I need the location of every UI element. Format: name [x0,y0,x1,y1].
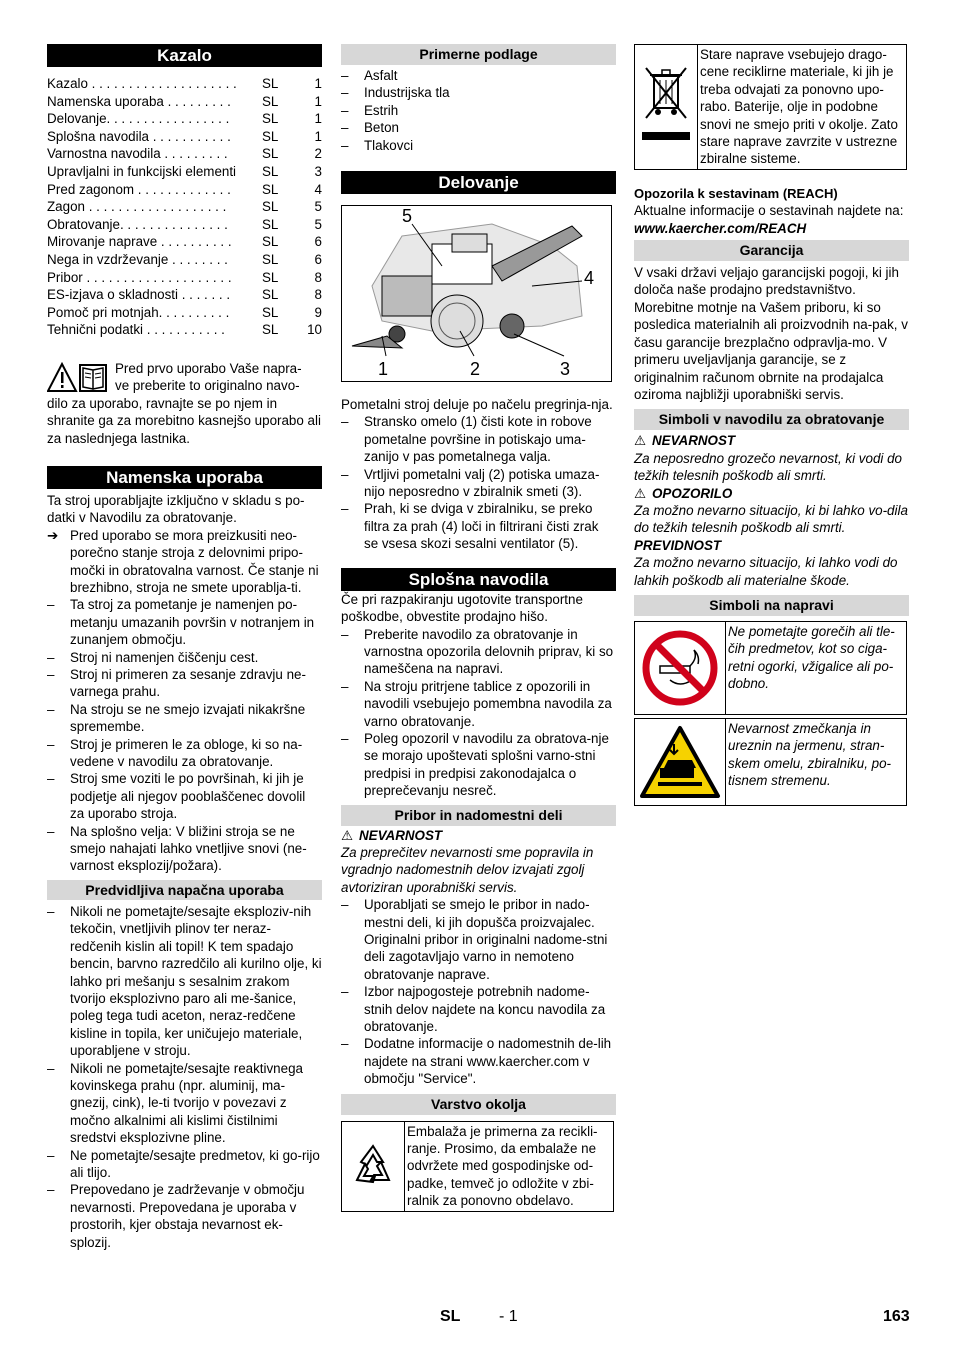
warranty-text: V vsaki državi veljajo garancijski pogoji, ki jih določa naše prodajno predstavništvo. Morebitne motnje na Vašem priboru, ki so posledica materialnih ali proizvodnih na-pak, v času garancije brezplačno odpravlja-mo. V primeru uveljavljanja garancije, se z originalnim računom obrnite na prodajalca oziroma najbližji uporabniški servis. [634,265,908,402]
toc-entry-lang: SL [262,76,279,91]
read-manual-icon [47,362,109,394]
manual-symbols-heading: Simboli v navodilu za obratovanje [634,409,909,430]
danger-text: Za neposredno grozečo nevarnost, ki vodi do težkih telesnih poškodb ali smrti. [634,450,902,484]
toc-entry-lang: SL [262,199,279,215]
toc-row[interactable] [47,181,322,199]
reach-heading: Opozorila k sestavinam (REACH) [634,185,838,201]
toc-entry-lang: SL [262,181,279,197]
list-item: – Vrtljivi pometalni valj (2) potiska umaza-nijo neposredno v zbiralnik smeti (3). [341,466,616,501]
warranty-heading: Garancija [634,240,909,261]
toc-entry-page: 5 [314,199,322,215]
function-text: Pometalni stroj deluje po načelu pregrinja-nja. [341,397,613,413]
environment-heading: Varstvo okolja [341,1094,616,1115]
parts-heading: Pribor in nadomestni deli [341,805,616,826]
toc-entry-lang: SL [262,93,279,109]
reach-link[interactable]: www.kaercher.com/REACH [634,220,807,236]
toc-entry-lang: SL [262,111,279,127]
intended-use-text: Ta stroj uporabljajte izključno v skladu s po-datki v Navodilu za obratovanje. [47,492,305,526]
list-item: – Stroj ni namenjen čiščenju cest. [47,649,322,666]
toc-row[interactable] [47,163,322,181]
list-item: – Estrih [341,102,616,119]
column-3 [634,44,909,806]
toc-row[interactable] [47,321,322,339]
list-item: – Uporabljati se smejo le pribor in nado-mestni deli, ki jih dopušča proizvajalec. Originalni pribor in originalni nadome-stni deli zagotavljajo varno in nemoteno obratovanje naprave. [341,896,616,983]
caution-text: Za možno nevarno situacijo, ki lahko vodi do lahkih poškodb ali materialne škode. [634,555,898,588]
recycling-text: Embalaža je primerna za recikli-ranje. Prosimo, da embalaže ne odvržete med gospodinjske od-padke, temveč jo odložite v zbi-ralnik za ponovno obdelavo. [407,1123,598,1209]
caution-title: PREVIDNOST [634,537,722,553]
sweeper-figure [341,205,612,382]
toc-row[interactable] [47,145,322,163]
column-1 [47,44,322,1251]
warning-triangle-icon: ⚠ [634,433,647,449]
toc-entry-page: 6 [314,251,322,267]
general-list [341,626,616,800]
weee-text: Stare naprave vsebujejo drago-cene reciklirne materiale, ki jih je treba odvajati za ponovno upo-rabo. Baterije, olje in podobne snovi ne smejo priti v okolje. Zato stare naprave zavrzite v ustrezne zbiralne sisteme. [700,47,898,167]
toc-entry-lang: SL [262,234,279,250]
arrow-right-icon: ➔ [47,527,59,543]
table-of-contents [47,75,322,339]
toc-entry-title: Delovanje. . . . . . . . . . . . . . . . . [47,111,230,127]
list-item: – Poleg opozoril v navodilu za obratova-nje se morajo upoštevati splošni varno-stni predpisi in predpisi zakonodajalca o preprečevanju nesreč. [341,730,616,800]
toc-entry-title: Splošna navodila . . . . . . . . . . . [47,128,231,144]
list-item: – Na stroju pritrjene tablice z opozorili in navodili vsebujejo pomembna navodila za varno obratovanje. [341,678,616,730]
toc-entry-page: 8 [314,269,322,285]
warning-title: ⚠ OPOZORILO [634,485,733,501]
device-symbols-heading: Simboli na napravi [634,595,909,616]
toc-entry-title: ES-izjava o skladnosti . . . . . . . [47,287,231,303]
toc-row[interactable] [47,93,322,111]
danger-title: ⚠ NEVARNOST [634,433,736,449]
footer-page-number: 163 [883,1308,910,1325]
toc-entry-title: Pomoč pri motnjah. . . . . . . . . . [47,304,230,320]
list-item: – Prepovedano je zadrževanje v območju nevarnosti. Prepovedana je uporaba v prostorih, kjer obstaja nevarnost ek-splozij. [47,1181,322,1251]
figure-label-4: 4 [584,268,595,289]
toc-heading: Kazalo [47,44,322,67]
list-item: – Nikoli ne pometajte/sesajte reaktivnega kovinskega prahu (npr. aluminij, ma-gnezij, cink), le-ti tvorijo v povezavi z močno alkalnimi ali kislimi čistilnimi sredstvi eksplozivne pline. [47,1060,322,1147]
warning-triangle-icon: ⚠ [341,827,354,843]
toc-entry-lang: SL [262,128,279,144]
manual-symbols [634,432,909,589]
toc-row[interactable] [47,251,322,269]
toc-row[interactable] [47,304,322,322]
toc-entry-lang: SL [262,146,279,162]
list-item: – Tlakovci [341,137,616,154]
no-burning-objects-box [634,621,907,715]
recycling-icon [342,1122,405,1211]
list-item: – Industrijska tla [341,84,616,101]
toc-entry-page: 3 [314,163,322,179]
intended-use-heading: Namenska uporaba [47,466,322,489]
toc-entry-page: 8 [314,287,322,303]
list-item: – Na splošno velja: V bližini stroja se ne smejo nahajati lahko vnetljive snovi (ne-varnost eksplozij/požara). [47,823,322,875]
toc-entry-title: Pribor . . . . . . . . . . . . . . . . . . . . [47,269,232,285]
toc-entry-page: 4 [314,181,322,197]
intro-block [47,360,322,447]
toc-entry-lang: SL [262,287,279,303]
toc-entry-lang: SL [262,269,279,285]
toc-entry-page: 1 [314,76,322,91]
toc-entry-page: 1 [314,93,322,109]
toc-entry-title: Namenska uporaba . . . . . . . . . [47,93,231,109]
crush-hazard-icon [635,719,726,805]
parts-warning-text: Za preprečitev nevarnosti sme popravila in vgradnjo nadomestnih delov izvajati zgolj avtoriziran uporabniški servis. [341,844,594,895]
crossed-bin-icon [635,45,698,169]
figure-label-2: 2 [470,359,481,380]
list-item: – Stroj ni primeren za sesanje zdravju ne-varnega prahu. [47,666,322,701]
general-text: Če pri razpakiranju ugotovite transportne poškodbe, obvestite prodajno hišo. [341,591,583,625]
toc-entry-lang: SL [262,304,279,320]
general-heading: Splošna navodila [341,568,616,591]
toc-entry-page: 1 [314,111,322,127]
crush-hazard-text: Nevarnost zmečkanja in ureznin na jermenu, stran-skem omelu, zbiralniku, po-tisnem stremenu. [728,720,891,789]
list-item: – Izbor najpogosteje potrebnih nadome-stnih delov najdete na koncu navodila za obratovanje. [341,983,616,1035]
toc-row[interactable] [47,269,322,287]
toc-entry-lang: SL [262,322,279,338]
toc-entry-page: 5 [314,216,322,232]
function-heading: Delovanje [341,171,616,194]
toc-entry-title: Mirovanje naprave . . . . . . . . . . [47,234,232,250]
list-item: – Beton [341,119,616,136]
toc-row[interactable] [47,75,322,93]
toc-entry-title: Tehnični podatki . . . . . . . . . . . [47,322,225,338]
misuse-list [47,903,322,1251]
list-item: – Nikoli ne pometajte/sesajte eksploziv-nih tekočin, vnetljivih plinov ter neraz-redčenih kislin ali topil! K tem spadajo bencin, barvno razredčilo ali kurilno olje, ki lahko pri mešanju s sesalnim zrakom tvorijo eksplozivno paro ali me-šanice, poleg tega tudi aceton, neraz-redčene kisline in topila, ker uničujejo materiale, uporabljene v stroju. [47,903,322,1060]
toc-entry-title: Varnostna navodila . . . . . . . . . [47,146,228,162]
list-item: – Stroj sme voziti le po površinah, ki jih je podjetje ali njegov pooblaščenec dovolil za uporabo stroja. [47,770,322,822]
toc-entry-page: 6 [314,234,322,250]
warning-triangle-icon: ⚠ [634,485,647,501]
toc-entry-lang: SL [262,163,279,179]
function-list [341,413,616,552]
toc-entry-title: Nega in vzdrževanje . . . . . . . . [47,251,228,267]
intro-text: dilo za uporabo, ravnajte se po njem in shranite ga za morebitno kasnejšo uporabo ali za naslednjega lastnika. [47,395,321,446]
no-burning-objects-text: Ne pometajte gorečih ali tle-čih predmetov, kot so ciga-retni ogorki, vžigalice ali po-dobno. [728,623,895,692]
sweeper-illustration [342,206,611,381]
toc-entry-page: 2 [314,146,322,162]
toc-row[interactable] [47,233,322,251]
toc-entry-title: Obratovanje. . . . . . . . . . . . . . . [47,216,228,232]
toc-row[interactable] [47,216,322,234]
list-item: – Dodatne informacije o nadomestnih de-lih najdete na strani www.kaercher.com v območju "Service". [341,1035,616,1087]
intro-line-1: Pred prvo uporabo Vaše napra- [115,360,302,376]
list-item: – Preberite navodilo za obratovanje in varnostna opozorila delovnih priprav, ki so nameščena na napravi. [341,626,616,678]
toc-row[interactable] [47,110,322,128]
crush-hazard-box [634,718,907,806]
figure-label-1: 1 [378,359,389,380]
warning-text: Za možno nevarno situacijo, ki bi lahko vo-dila do težkih telesnih poškodb ali smrti. [634,502,908,536]
list-item: – Asfalt [341,67,616,84]
toc-entry-page: 9 [314,304,322,320]
toc-entry-title: Zagon . . . . . . . . . . . . . . . . . . . [47,199,227,215]
surfaces-heading: Primerne podlage [341,44,616,65]
toc-entry-page: 10 [307,322,322,338]
list-item: – Ne pometajte/sesajte predmetov, ki go-rijo ali tlijo. [47,1147,322,1182]
toc-row[interactable] [47,286,322,304]
toc-entry-title: Kazalo . . . . . . . . . . . . . . . . . . . . [47,76,237,91]
misuse-heading: Predvidljiva napačna uporaba [47,880,322,900]
list-item: – Stransko omelo (1) čisti kote in robove pometalne površine in potiskajo uma-zanijo v pas pometalnega valja. [341,413,616,465]
toc-entry-lang: SL [262,251,279,267]
figure-label-5: 5 [402,206,413,227]
footer-local-page: - 1 [499,1308,518,1325]
intended-use-instruction: ➔ Pred uporabo se mora preizkusiti neo-porečno stanje stroja z delovnimi pripo-močki in obratovalna varnost. Če stanje ni brezhibno, stroja ne smete uporablja-ti. [47,527,319,595]
intended-use-list [47,596,322,875]
list-item: – Stroj je primeren le za obloge, ki so na-vedene v navodilu za obratovanje. [47,736,322,771]
footer-language: SL [440,1308,461,1325]
toc-entry-title: Pred zagonom . . . . . . . . . . . . . [47,181,231,197]
list-item: – Na stroju se ne smejo izvajati nikakršne spremembe. [47,701,322,736]
toc-row[interactable] [47,198,322,216]
toc-entry-lang: SL [262,216,279,232]
list-item: – Prah, ki se dviga v zbiralniku, se preko filtra za prah (4) loči in filtrirani čisti zrak se vsesa skozi sesalni ventilator (5). [341,500,616,552]
parts-list [341,896,616,1087]
toc-row[interactable] [47,128,322,146]
toc-entry-title: Upravljalni in funkcijski elementi [47,163,237,179]
no-burning-objects-icon [635,622,726,714]
toc-entry-page: 1 [314,128,322,144]
figure-label-3: 3 [560,359,571,380]
column-2 [341,44,616,1212]
list-item: – Ta stroj za pometanje je namenjen po-metanju umazanih površin v notranjem in zunanjem območju. [47,596,322,648]
reach-text: Aktualne informacije o sestavinah najdete na: [634,203,904,219]
parts-warning-title: ⚠ NEVARNOST [341,827,443,843]
recycling-box [341,1121,614,1212]
weee-box [634,44,907,170]
intro-line-2: ve preberite to originalno navo- [115,378,300,394]
surfaces-list [341,67,616,154]
